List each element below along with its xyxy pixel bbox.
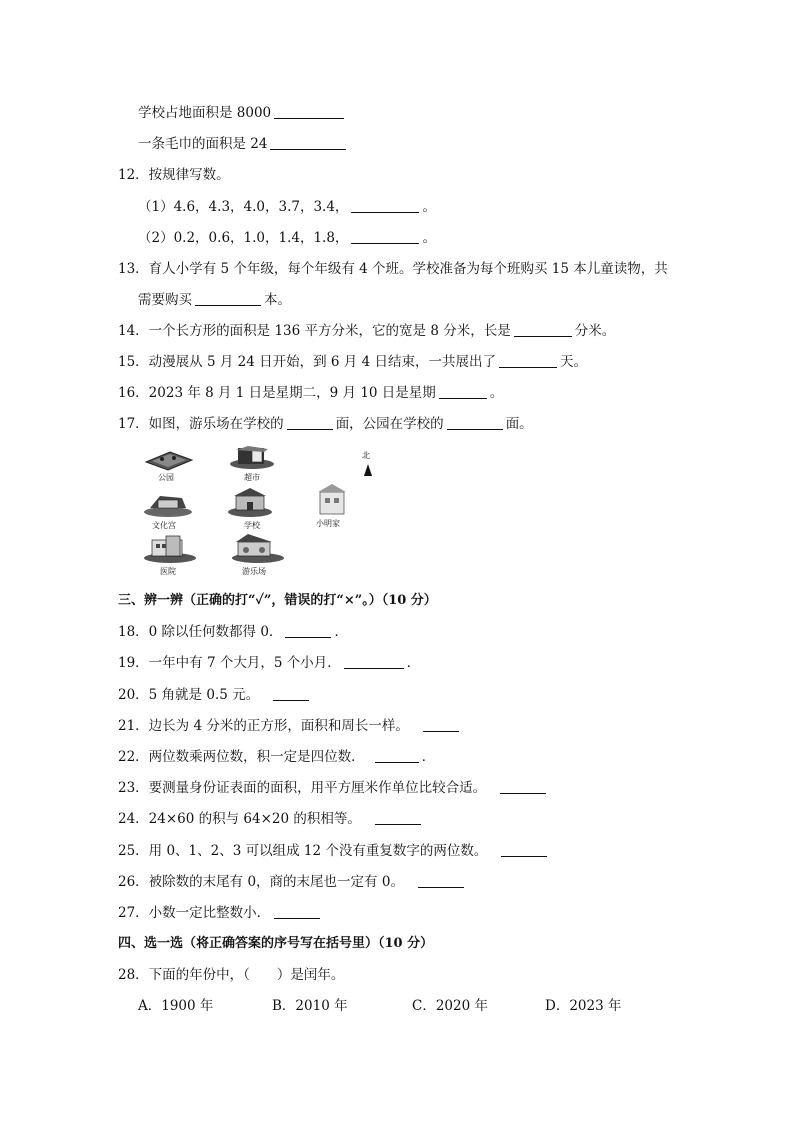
question-18: 18．0 除以任何数都得 0． ． — [118, 624, 348, 640]
option-b[interactable]: B．2010 年 — [272, 998, 348, 1014]
north-arrow-icon — [364, 464, 372, 476]
question-23: 23．要测量身份证表面的面积，用平方厘米作单位比较合适。 — [118, 779, 549, 797]
question-20: 20．5 角就是 0.5 元。 — [118, 686, 312, 704]
supermarket-icon — [230, 446, 274, 469]
answer-blank[interactable] — [439, 384, 487, 399]
question-25: 25．用 0、1、2、3 可以组成 12 个没有重复数字的两位数。 — [118, 842, 550, 860]
xiaoming-home-label: 小明家 — [316, 519, 340, 528]
question-27: 27．小数一定比整数小． — [118, 904, 323, 922]
question-26: 26．被除数的末尾有 0，商的末尾也一定有 0。 — [118, 873, 467, 891]
answer-blank[interactable] — [285, 623, 331, 638]
question-21: 21．边长为 4 分米的正方形，面积和周长一样。 — [118, 717, 462, 735]
answer-blank[interactable] — [375, 748, 419, 763]
question-13: 13．育人小学有 5 个年级，每个年级有 4 个班。学校准备为每个班购买 15 本儿童读物，共 — [118, 261, 668, 277]
question-16: 16．2023 年 8 月 1 日是星期二，9 月 10 日是星期 。 — [118, 385, 504, 401]
answer-blank[interactable] — [375, 810, 421, 825]
supermarket-label: 超市 — [244, 473, 260, 482]
location-map-figure — [140, 446, 380, 580]
answer-blank[interactable] — [514, 322, 572, 337]
question-14: 14．一个长方形的面积是 136 平方分米，它的宽是 8 分米，长是 分米。 — [118, 323, 616, 339]
option-d[interactable]: D．2023 年 — [545, 998, 622, 1014]
answer-blank[interactable] — [499, 353, 557, 368]
option-c[interactable]: C．2020 年 — [412, 998, 488, 1014]
school-label: 学校 — [244, 521, 260, 530]
amusement-park-icon — [232, 534, 284, 563]
answer-blank[interactable] — [274, 104, 344, 119]
line-school-area: 学校占地面积是 8000 — [138, 104, 347, 122]
question-17: 17．如图，游乐场在学校的 面，公园在学校的 面。 — [118, 416, 533, 432]
question-19: 19．一年中有 7 个大月，5 个小月． ． — [118, 655, 421, 671]
answer-blank[interactable] — [344, 654, 404, 669]
line-towel-area: 一条毛巾的面积是 24 — [138, 135, 349, 153]
park-label: 公园 — [158, 473, 174, 482]
question-15: 15．动漫展从 5 月 24 日开始，到 6 月 4 日结束，一共展出了 天。 — [118, 354, 587, 370]
park-icon — [146, 452, 192, 470]
answer-blank[interactable] — [501, 842, 547, 857]
question-12-part1: （1）4.6，4.3，4.0，3.7，3.4， 。 — [138, 199, 436, 215]
xiaoming-home-icon — [318, 484, 346, 514]
section-4-heading: 四、选一选（将正确答案的序号写在括号里）（10 分） — [118, 936, 434, 951]
question-13-cont: 需要购买 本。 — [138, 292, 291, 308]
option-a[interactable]: A．1900 年 — [138, 998, 214, 1014]
culture-palace-label: 文化宫 — [152, 521, 176, 530]
answer-blank[interactable] — [351, 229, 419, 244]
section-3-heading: 三、辨一辨（正确的打“✓”，错误的打“×”。）（10 分） — [118, 593, 437, 608]
answer-blank[interactable] — [274, 904, 320, 919]
answer-blank[interactable] — [351, 198, 419, 213]
answer-blank[interactable] — [273, 686, 309, 701]
north-label: 北 — [362, 451, 370, 460]
answer-blank[interactable] — [418, 873, 464, 888]
answer-blank[interactable] — [195, 291, 261, 306]
hospital-label: 医院 — [160, 567, 176, 576]
culture-palace-icon — [144, 496, 192, 517]
question-28: 28．下面的年份中，（ ）是闰年。 — [118, 967, 345, 983]
amusement-park-label: 游乐场 — [242, 567, 266, 576]
question-12: 12．按规律写数。 — [118, 167, 230, 183]
question-12-part2: （2）0.2，0.6，1.0，1.4，1.8， 。 — [138, 230, 436, 246]
answer-blank[interactable] — [447, 415, 503, 430]
answer-blank[interactable] — [270, 135, 346, 150]
question-22: 22．两位数乘两位数，积一定是四位数． ． — [118, 749, 436, 765]
hospital-icon — [144, 536, 196, 563]
answer-blank[interactable] — [423, 717, 459, 732]
school-icon — [228, 488, 272, 517]
answer-blank[interactable] — [500, 779, 546, 794]
question-24: 24．24×60 的积与 64×20 的积相等。 — [118, 810, 424, 828]
answer-blank[interactable] — [287, 415, 333, 430]
